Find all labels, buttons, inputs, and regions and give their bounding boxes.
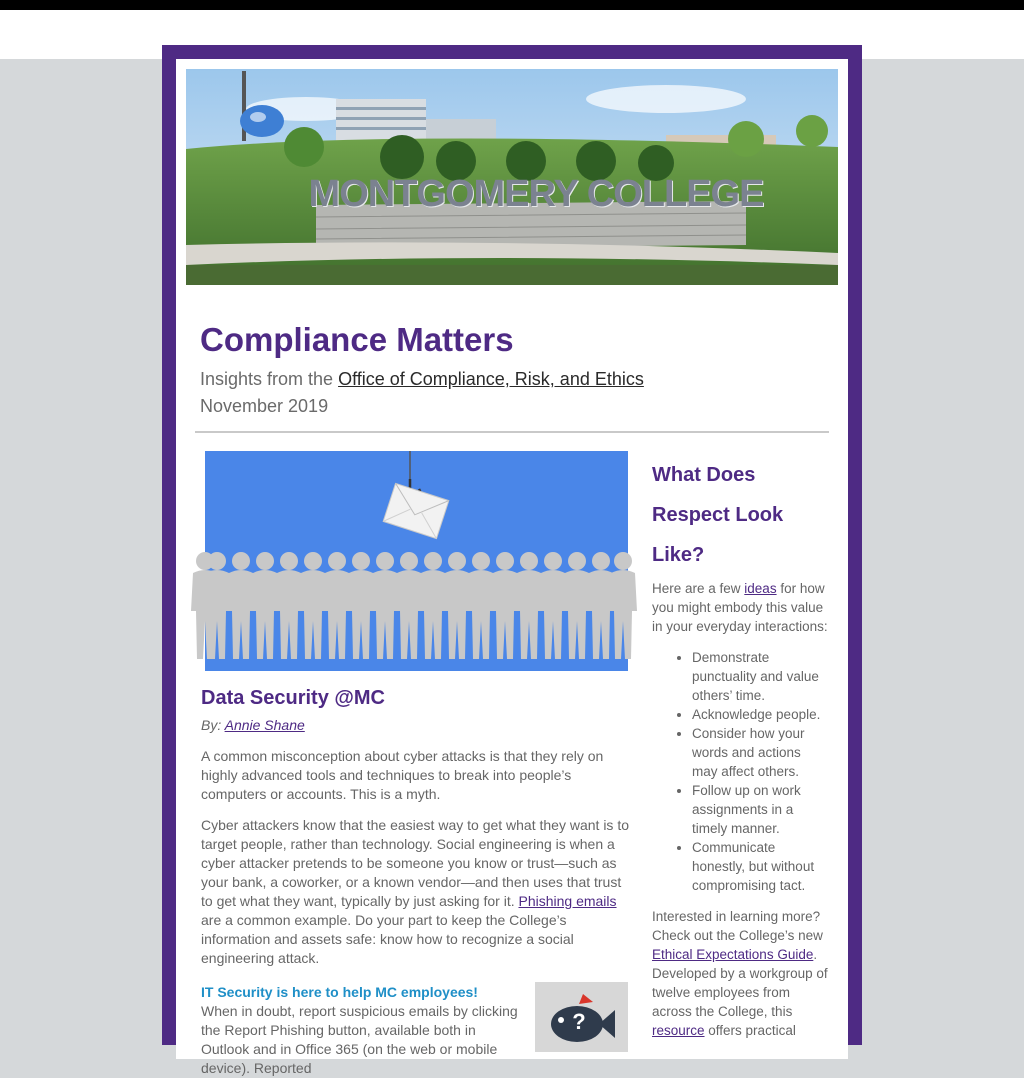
list-item: • Communicate honestly, but without compromising tact. [692, 838, 828, 895]
list-item: • Acknowledge people. [692, 705, 828, 724]
phishing-image [205, 451, 628, 671]
article-byline [201, 715, 633, 735]
fish-question-mark: ? [572, 1009, 586, 1034]
sidebar-intro [652, 579, 828, 636]
resource-link[interactable]: resource [652, 1023, 705, 1038]
phish-fish-image [535, 982, 628, 1052]
respect-list [652, 648, 828, 895]
para2-after: are a common example. Do your part to keep the College’s information and assets safe: know how to recognize a social engineering attack. [201, 912, 574, 966]
more-after: offers practical [704, 1023, 796, 1038]
list-item: • Consider how your words and actions may affect others. [692, 724, 828, 781]
newsletter-body [176, 59, 848, 1076]
author-link[interactable]: Annie Shane [224, 717, 305, 733]
phishing-illustration [205, 451, 628, 671]
subtitle-prefix: Insights from the [200, 369, 339, 389]
hero-sign-text: MONTGOMERY COLLEGE [308, 173, 764, 215]
page-title: Compliance Matters [200, 321, 514, 358]
divider [195, 431, 829, 433]
it-security-section [201, 982, 633, 1078]
intro-after: for how you might embody this value in your everyday interactions: [652, 581, 828, 634]
article-paragraph-1: A common misconception about cyber attacks is that they rely on highly advanced tools and techniques to break into people’s computers or accounts. This is a myth. [201, 748, 604, 802]
ethical-guide-link[interactable]: Ethical Expectations Guide [652, 947, 814, 962]
list-item: • Follow up on work assignments in a timely manner. [692, 781, 828, 838]
issue-date: November 2019 [200, 396, 329, 416]
hero-image [186, 69, 838, 285]
office-link[interactable]: Office of Compliance, Risk, and Ethics [338, 369, 644, 389]
phishing-emails-link[interactable]: Phishing emails [518, 893, 617, 909]
sidebar-more [652, 907, 828, 1040]
it-security-text: When in doubt, report suspicious emails by clicking the Report Phishing button, available both in Outlook and in Office 365 (on the web or mobile device). Reported [201, 1003, 518, 1076]
more-middle: . Developed by a workgroup of twelve employees from across the College, this [652, 947, 828, 1019]
sidebar-heading: What Does Respect Look Like? [652, 464, 784, 566]
newsletter-frame [162, 45, 862, 1076]
article-column [201, 451, 633, 1078]
it-security-heading: IT Security is here to help MC employees! [201, 984, 478, 1000]
article-paragraph-2 [201, 816, 633, 968]
sidebar [652, 455, 828, 1040]
byline-prefix: By: [201, 717, 225, 733]
list-item: • Demonstrate punctuality and value others’ time. [692, 648, 828, 705]
ideas-link[interactable]: ideas [744, 581, 777, 596]
article-heading: Data Security @MC [201, 687, 385, 709]
para2-before: Cyber attackers know that the easiest way to get what they want is to target people, rather than technology. Social engineering is when a cyber attacker pretends to be someone you know or trust—such as your bank, a coworker, or a known vendor—and then uses that trust to get what they want, typically by just asking for it. [201, 817, 629, 909]
subtitle [200, 367, 820, 391]
more-before: Interested in learning more? Check out the College’s new [652, 909, 823, 943]
top-bar [0, 0, 1024, 10]
intro-before: Here are a few [652, 581, 745, 596]
masthead [200, 319, 820, 419]
